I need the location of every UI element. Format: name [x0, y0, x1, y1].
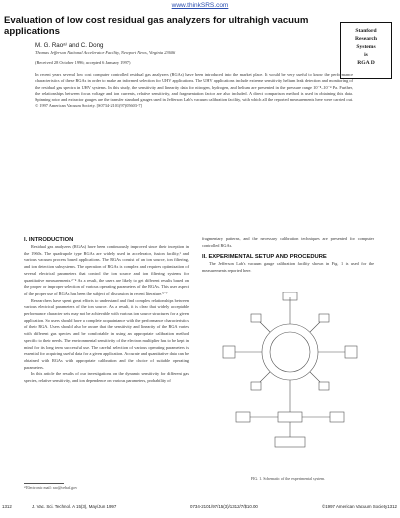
srs-logo-stamp	[340, 22, 392, 79]
valve-box	[236, 412, 250, 422]
logo-line: is	[364, 52, 368, 58]
footnote: ᵃ⁾Electronic mail: rao@cebaf.gov	[24, 485, 78, 490]
gauge-box	[319, 382, 329, 390]
page-number-right: 1312	[387, 504, 397, 509]
page-footer	[0, 504, 400, 513]
experimental-system-schematic	[215, 292, 365, 462]
valve-box	[330, 412, 344, 422]
gauge-box	[319, 314, 329, 322]
logo-line: Systems	[356, 44, 376, 50]
page-number-left: 1312	[2, 504, 12, 509]
right-column	[202, 236, 374, 275]
section-heading-experimental: II. EXPERIMENTAL SETUP AND PROCEDURE	[202, 254, 327, 261]
abstract: In recent years several low cost computer controlled residual gas analyzers (RGAs) have been introduced into the market place. It would be very useful to know the performance characteristics of these RGAs in order to make an informed selection for UHV applications. The UHV applications include extreme sensitivity helium leak detection and monitoring of the residual gas spectra in UHV systems. In this study, the sensitivity and linearity data for nitrogen, hydrogen, and helium are presented in the pressure range 10⁻⁸–10⁻⁴ Pa. Further, the relationships between focus voltage and ion currents, relative sensitivity, and fragmentation factor are also included. A direct comparison method is used in obtaining this data. Spinning rotor and extractor gauges are the transfer standard gauges used in Jefferson Lab's vacuum calibration facility, with which all the reported measurements here were carried out. © 1997 American Vacuum Society. [S0734-2101(97)05603-7]	[35, 72, 353, 109]
footnote-divider	[24, 483, 64, 484]
body-paragraph: Residual gas analyzers (RGAs) have been continuously improved since their inception in the 1960s. The quadrupole type RGAs are widely used in accelerator, fusion facility,¹ and various vacuum process based applications. The RGAs consist of an ion source, ion filtering, and ion detection subsystems. The operation of RGAs is complex and requires optimization of several electrical parameters that control the ion source and ion filtering systems for quantitative measurements.²⁻⁴ As a result, the users are likely to get different results based on the proper or improper selection of various operating parameters of the RGAs. This user aspect of the proper use of RGAs has been the subject of discussion in recent literature.⁵⁻⁷	[24, 244, 189, 296]
inner-chamber	[270, 332, 310, 372]
article-affiliation: Thomas Jefferson National Accelerator Facility, Newport News, Virginia 23606	[35, 50, 176, 55]
gauge-box	[251, 382, 261, 390]
article-authors: M. G. Raoᵃ⁾ and C. Dong	[35, 42, 104, 49]
section-heading-introduction: I. INTRODUCTION	[24, 237, 74, 243]
copyright-notice: ©1997 American Vacuum Society	[322, 504, 388, 509]
logo-line: Stanford	[355, 28, 377, 34]
gauge-box	[345, 346, 357, 358]
journal-citation: J. Vac. Sci. Technol. A 15(3), May/Jun 1997	[32, 504, 117, 509]
gauge-box	[251, 314, 261, 322]
pump-box	[275, 437, 305, 447]
body-paragraph: The Jefferson Lab's vacuum gauge calibration facility shown in Fig. 1 is used for the measurements reported here.	[202, 261, 374, 274]
gauge-box	[223, 346, 235, 358]
body-paragraph: In this article the results of our investigations on the dynamic sensitivity for different gas species, relative sensitivity, and ion dependence on various parameters, probability of	[24, 371, 189, 384]
vacuum-chamber	[262, 324, 318, 380]
pump-box	[278, 412, 302, 422]
article-title: Evaluation of low cost residual gas analyzers for ultrahigh vacuum applications	[4, 15, 309, 37]
site-url-link[interactable]: www.thinkSRS.com	[171, 2, 229, 9]
logo-line: RGA D	[357, 60, 375, 66]
body-paragraph: Researchers have spent great efforts to understand and find complex relationships between various electrical parameters of the ion source. As a result, it is clear that widely acceptable performance character sets may not be achievable with various ion source structures for a given application. So users should have a complete acquaintance with the performance characteristics of their RGA. Users should also be aware that the sensitivity and linearity of the RGA varies with different gas species and be comfortable in using an appropriate calibration method specific to their needs. The environmental sensitivity of the electron multiplier has to be kept in mind for its long term successful use. The careful selection of various operating parameters is essential for acquiring useful data for a given application. Accurate and quantitative data can be obtained with RGAs with appropriate calibration and the choice of suitable operating parameters.	[24, 297, 189, 370]
article-code: 0734-2101/97/15(3)/1312/7/$10.00	[190, 504, 258, 509]
received-date: (Received 28 October 1996; accepted 6 January 1997)	[35, 60, 131, 65]
body-paragraph: fragmentary patterns, and the necessary calibration techniques are presented for computer controlled RGAs.	[202, 236, 374, 248]
figure-caption: FIG. 1. Schematic of the experimental system.	[250, 476, 326, 481]
logo-line: Research	[355, 36, 377, 42]
left-column	[24, 236, 189, 385]
